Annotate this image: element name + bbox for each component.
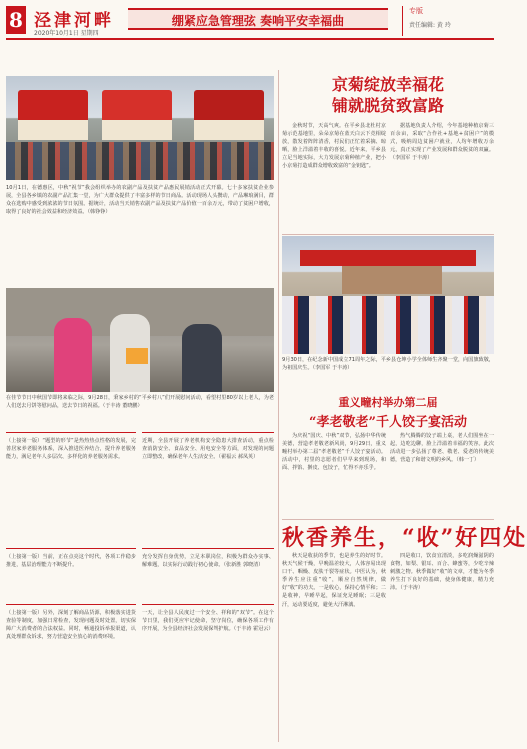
flag-ceremony-photo [282, 236, 494, 354]
jingzi-body-col1: 金秋时节，天高气爽。在平乡县北杜村京菊示范基地里，朵朵京菊在蓝天白云下竞相绽放，散发着阵阵清香，村民们正忙着采摘、晾晒，脸上洋溢着丰收的喜悦。近年来，平乡县立足当地实际，大力发展京菊种植产业，把小小京菊打造成群众增收致富的“金钥匙”。 [282, 123, 386, 170]
masthead-divider [6, 38, 494, 40]
autumn-body-col2: 四是收口，饮食宜清淡，多吃润燥滋阴的食物，如梨、银耳、百合、蜂蜜等，少吃辛辣刺激之物。秋季做好“收”的文章，才能为冬季养生打下良好的基础，使身体健康，精力充沛。（于丰涛） [390, 553, 494, 592]
market-caption: 10月1日，在德惠区，中秋“祝节”我会组织举办的农副产品及扶贫产品惠民展销活动正式开幕。七十多家扶贫企业参展，全县各乡镇的农副产品汇集一堂，为广大群众提供了丰富多样的节日商品。活动现场人头攒动，产品琳琅满目，群众在选购中感受到浓浓的节日氛围。据统计，活动当天销售农副产品及扶贫产品价值一百余万元，带动了贫困户增收，取得了良好的社会效益和经济效益。（韩铮铮） [6, 185, 274, 216]
jingzi-headline-line2: 铺就脱贫致富路 [331, 96, 444, 115]
elder-visit-caption: 在佳节节日中秋国节即将来临之际，9月28日，秉家乡村的“平乡村八”们开展慰问活动，看望村里80岁以上老人，为老人们送去月饼等慰问品，送去节日的祝福。（于丰涛 董晓鹏） [6, 395, 274, 410]
brief-article: （上接第一版）当前，正在点亮这个时代，各项工作稳步推进，基层治理能力不断提升。 [6, 548, 136, 600]
slogan-text: 绷紧应急管理弦 奏响平安幸福曲 [171, 14, 345, 28]
editor-credit: 责任编辑: 黄 玲 [409, 22, 451, 29]
brief-article: （上接第一版）另外，深刻了解商品货源，积极落实进货查验等制度，加强日常检查，发现问题及时处置，切实保障广大消费者的合法权益。同时，畅通投诉举报渠道，认真处理群众诉求，努力营造安全放心的消费环境。 [6, 604, 136, 742]
jingzi-headline [282, 74, 494, 116]
elder-visit-photo [6, 288, 274, 392]
column-divider [278, 70, 279, 742]
issue-date: 2020年10月1日 星期四 [34, 30, 99, 37]
section-divider [282, 519, 494, 520]
dumpling-body-col2: 热气腾腾的饺子端上桌，老人们围坐在一起，边吃边聊，脸上洋溢着幸福的笑容。此次活动进一步弘扬了尊老、敬老、爱老的传统美德，营造了和谐文明的乡风。（韩一丁） [390, 433, 494, 464]
jingzi-headline-line1: 京菊绽放幸福花 [331, 75, 444, 94]
brief-article: 一天，让全县人民度过一个安全、祥和的“双节”。在这个节日里，我们更应牢记使命，坚守岗位，确保各项工作有序开展，为全县经济社会发展保驾护航。（于丰涛 霍冠云） [142, 604, 274, 742]
masthead [0, 0, 500, 56]
dumpling-headline-line2: “孝老敬老”千人饺子宴活动 [309, 415, 467, 430]
edition-box [402, 6, 494, 36]
slogan-banner [128, 8, 388, 30]
brief-article: 近期，全县开展了养老机构安全隐患大排查活动，重点检查消防安全、食品安全、用电安全等方面，对发现的问题立即整改，确保老年人生活安全。（翟福云 郝凤英） [142, 432, 274, 544]
dumpling-headline-line1: 重义疃村举办第二届 [338, 396, 438, 409]
autumn-headline: 秋香养生，“收”好四处 [282, 525, 527, 551]
page-number: 8 [6, 6, 26, 34]
brief-article: 充分发挥自身优势，立足本职岗位，积极为群众办实事、解难题，以实际行动践行初心使命。（张新胜 郭晓清） [142, 548, 274, 600]
dumpling-body-col1: 为庆祝“国庆、中秋”双节，弘扬中华传统美德，营造孝老敬老新风尚，9月29日，重义疃村举办第二届“孝老敬老”千人饺子宴活动。活动中，村里的志愿者们早早来到现场，和面、拌馅、擀皮、包饺子，忙得不亦乐乎。 [282, 433, 386, 472]
paper-title: 泾津河畔 [34, 11, 114, 31]
section-divider [282, 234, 494, 235]
market-photo [6, 76, 274, 180]
brief-article: （上接第一版）“题型的形节”是热热热点性格的发展，完善居家养老服务体系，深入推进医养结合，提升养老服务能力，满足老年人多层次、多样化的养老服务需求。 [6, 432, 136, 544]
autumn-body-col1: 秋天是收获的季节，也是养生的好时节。秋天气候干燥，早晚温差较大，人体容易出现口干、咽燥、皮肤干裂等症状。中医认为，秋季养生应注重“收”，顺应自然规律，做好“收”的功夫。一是收心，保持心情平和；二是收神，早睡早起，保证充足睡眠；三是收汗，运动要适度，避免大汗淋漓。 [282, 553, 386, 608]
flag-ceremony-caption: 9月30日，在纪念新中国成立71周年之际，平乡县仓坤小学全体师生齐聚一堂，向国旗致敬，为祖国庆生。（李国军 于丰涛） [282, 357, 494, 372]
jingzi-body-col2: 据基地负责人介绍，今年基地种植京菊三百余亩，采取“合作社+基地+贫困户”的模式，吸纳周边贫困户就业，人均年增收万余元，真正实现了产业发展和群众脱贫的双赢。（李国军 于丰涛） [390, 123, 494, 162]
edition-name: 专版 [409, 7, 423, 15]
